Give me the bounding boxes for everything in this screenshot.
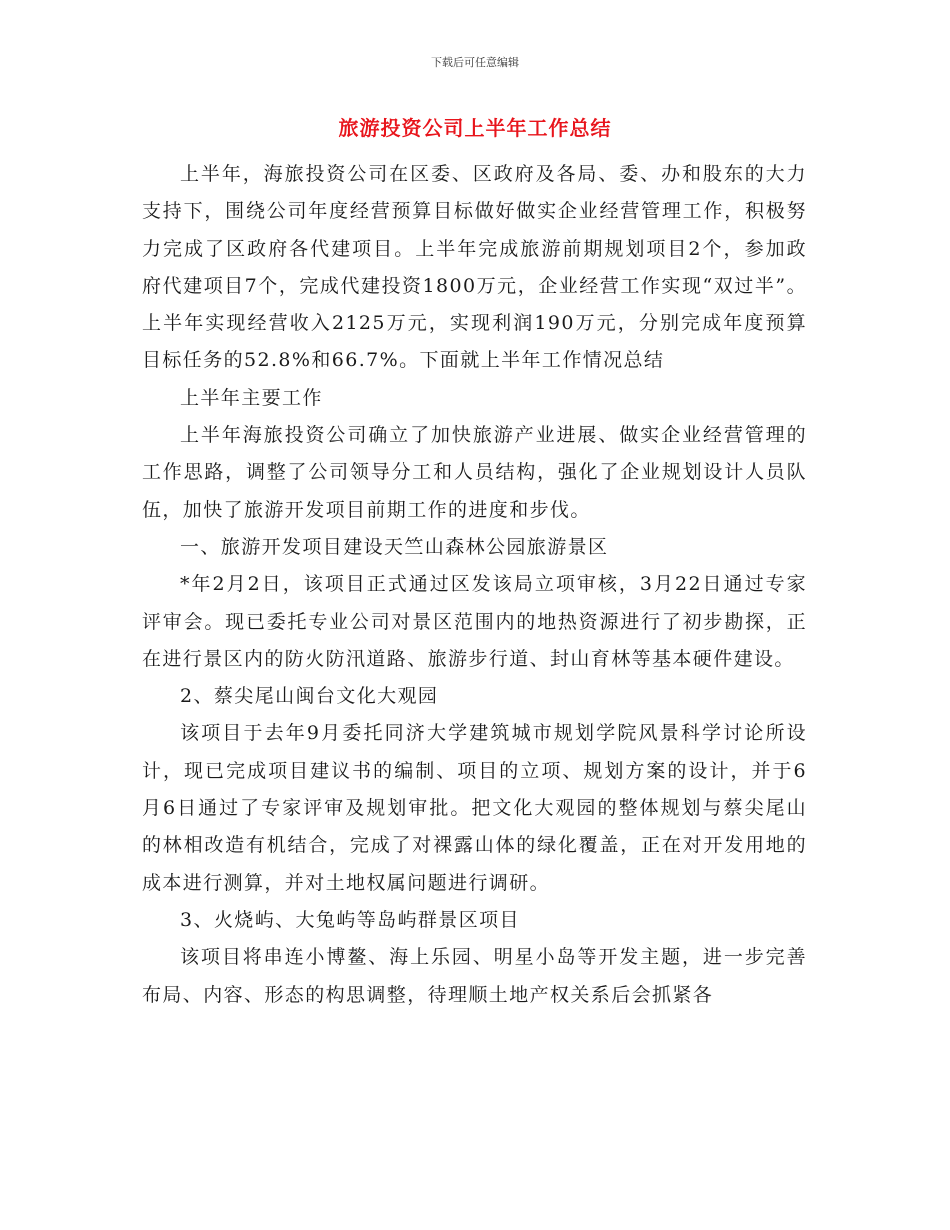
section-heading-main-work: 上半年主要工作 <box>180 386 323 409</box>
section-heading-tianzhu: 一、旅游开发项目建设天竺山森林公园旅游景区 <box>180 535 609 558</box>
section-heading-islands: 3、火烧屿、大兔屿等岛屿群景区项目 <box>180 908 520 931</box>
document-title: 旅游投资公司上半年工作总结 <box>338 116 612 140</box>
paragraph-caijianwei: 该项目于去年9月委托同济大学建筑城市规划学院风景科学讨论所设计，现已完成项目建议书的编制、项目的立项、规划方案的设计，并于6月6日通过了专家评审及规划审批。把文化大观园的整体规划与蔡尖尾山的林相改造有机结合，完成了对裸露山体的绿化覆盖，正在对开发用地的成本进行测算，并对土地权属问题进行调研。 <box>142 722 807 894</box>
section-heading-caijianwei: 2、蔡尖尾山闽台文化大观园 <box>180 685 439 708</box>
document-body <box>142 156 807 1014</box>
paragraph-main-work: 上半年海旅投资公司确立了加快旅游产业进展、做实企业经营管理的工作思路，调整了公司领导分工和人员结构，强化了企业规划设计人员队伍，加快了旅游开发项目前期工作的进度和步伐。 <box>142 424 807 521</box>
header-note: 下载后可任意编辑 <box>431 56 519 69</box>
paragraph-tianzhu: *年2月2日，该项目正式通过区发该局立项审核，3月22日通过专家评审会。现已委托专业公司对景区范围内的地热资源进行了初步勘探，正在进行景区内的防火防汛道路、旅游步行道、封山育林等基本硬件建设。 <box>142 573 807 670</box>
paragraph-intro: 上半年，海旅投资公司在区委、区政府及各局、委、办和股东的大力支持下，围绕公司年度经营预算目标做好做实企业经营管理工作，积极努力完成了区政府各代建项目。上半年完成旅游前期规划项目2个，参加政府代建项目7个，完成代建投资1800万元，企业经营工作实现“双过半”。上半年实现经营收入2125万元，实现利润190万元，分别完成年度预算目标任务的52.8%和66.7%。下面就上半年工作情况总结 <box>142 163 807 372</box>
paragraph-islands: 该项目将串连小博鳌、海上乐园、明星小岛等开发主题，进一步完善布局、内容、形态的构思调整，待理顺土地产权关系后会抓紧各 <box>142 946 807 1006</box>
